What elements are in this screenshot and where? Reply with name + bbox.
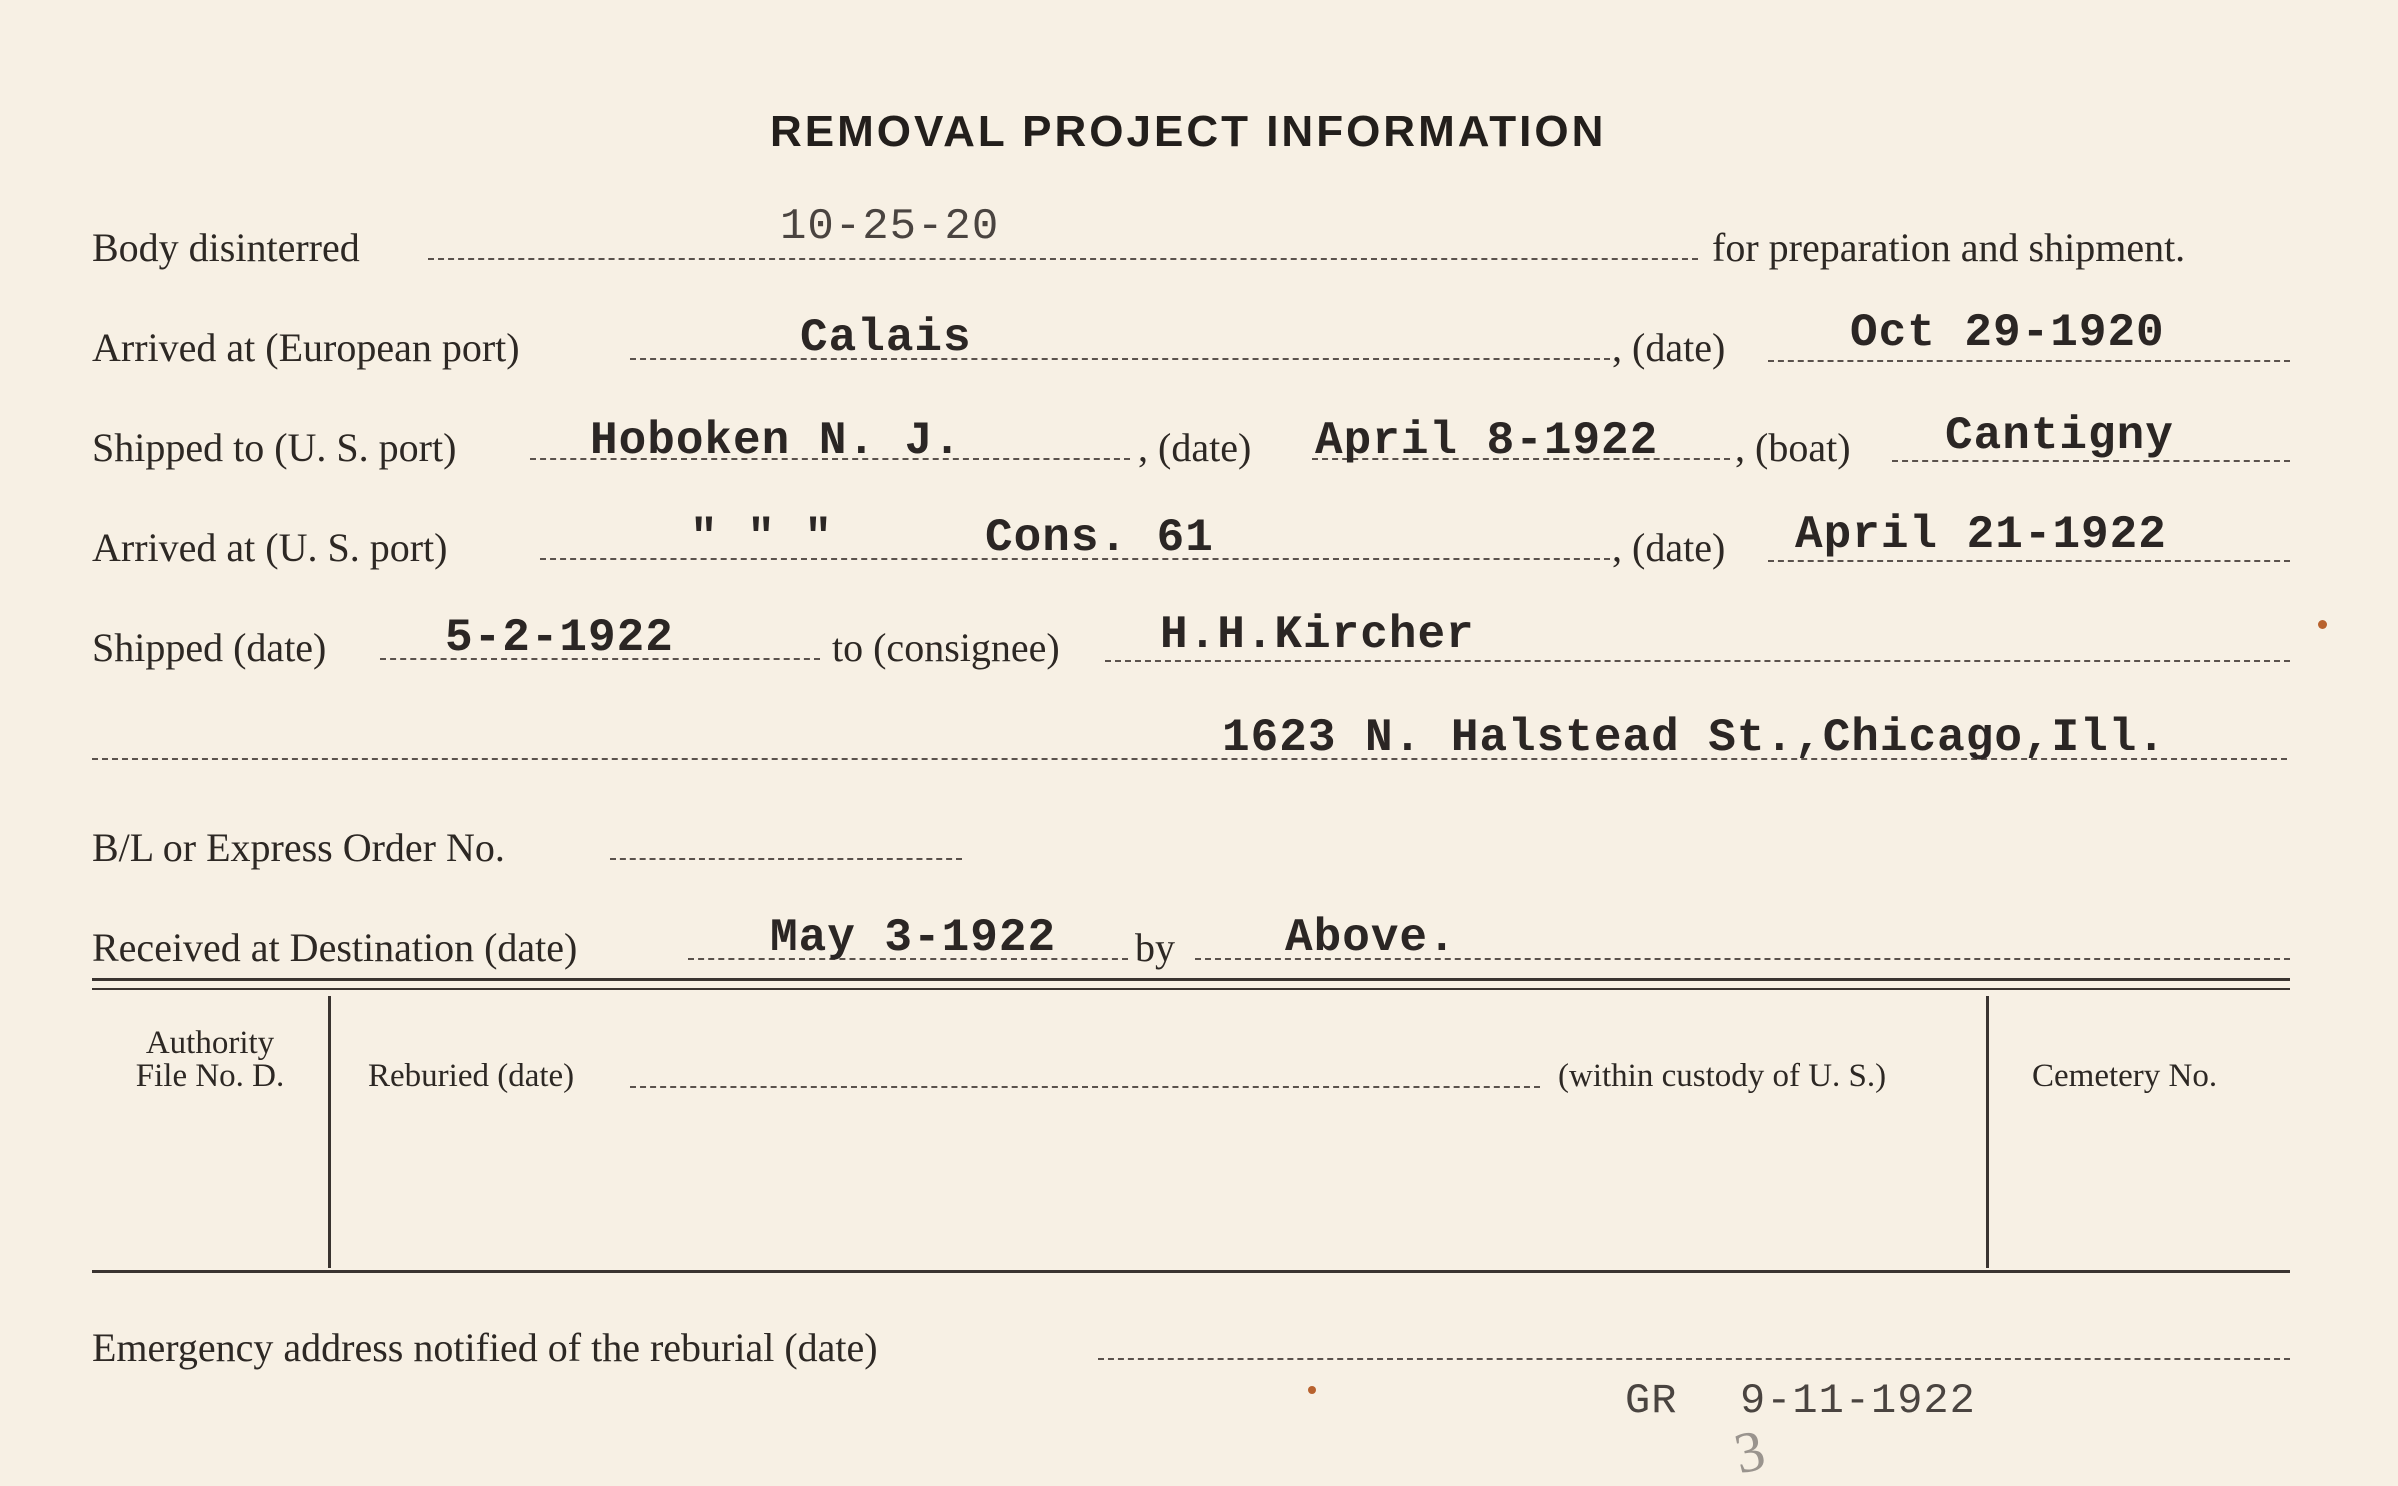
shipped-us-date-label: , (date) <box>1138 425 1252 470</box>
received-by: Above. <box>1285 912 1457 964</box>
shipped-us-date: April 8-1922 <box>1315 415 1659 467</box>
authority-label-line1: Authority <box>145 1025 275 1061</box>
arrived-european-port: Calais <box>800 312 972 364</box>
arrived-us-date-label: , (date) <box>1612 525 1726 570</box>
custody-label: (within custody of U. S.) <box>1558 1058 1887 1094</box>
consignee-name: H.H.Kircher <box>1160 609 1475 661</box>
table-top-rule <box>92 978 2290 981</box>
arrived-us-cons: Cons. 61 <box>985 512 1214 564</box>
consignee-address: 1623 N. Halstead St.,Chicago,Ill. <box>1222 712 2166 764</box>
body-disinterred-line <box>428 258 1698 260</box>
body-disinterred-suffix: for preparation and shipment. <box>1712 225 2186 270</box>
shipped-us-boat-label: , (boat) <box>1735 425 1851 470</box>
table-divider-left <box>328 996 331 1268</box>
arrived-european-label: Arrived at (European port) <box>92 325 520 370</box>
authority-label-line2: File No. D. <box>135 1058 285 1094</box>
arrived-us-date: April 21-1922 <box>1795 509 2167 561</box>
stain-spot <box>2318 620 2327 629</box>
table-bottom-rule <box>92 1270 2290 1273</box>
arrived-european-line <box>630 358 1610 360</box>
arrived-us-label: Arrived at (U. S. port) <box>92 525 448 570</box>
shipped-date-label: Shipped (date) <box>92 625 327 670</box>
reburied-line <box>630 1086 1540 1088</box>
table-top-rule-2 <box>92 988 2290 990</box>
arrived-european-date-line <box>1768 360 2290 362</box>
body-disinterred-value: 10-25-20 <box>780 202 1000 252</box>
shipped-us-port: Hoboken N. J. <box>590 415 962 467</box>
bl-order-line <box>610 858 962 860</box>
shipped-us-label: Shipped to (U. S. port) <box>92 425 457 470</box>
cemetery-label: Cemetery No. <box>2032 1058 2218 1094</box>
body-disinterred-label: Body disinterred <box>92 225 360 270</box>
reburied-label: Reburied (date) <box>368 1058 575 1094</box>
table-divider-right <box>1986 996 1989 1268</box>
bl-order-label: B/L or Express Order No. <box>92 825 505 870</box>
pencil-mark: 3 <box>1728 1416 1771 1486</box>
shipped-us-boat: Cantigny <box>1945 410 2174 462</box>
arrived-european-date: Oct 29-1920 <box>1850 307 2165 359</box>
received-by-label: by <box>1135 925 1175 970</box>
arrived-european-date-label: , (date) <box>1612 325 1726 370</box>
emergency-line <box>1098 1358 2290 1360</box>
consignee-label: to (consignee) <box>832 625 1060 670</box>
received-label: Received at Destination (date) <box>92 925 578 970</box>
stamp-date: 9-11-1922 <box>1740 1377 1976 1425</box>
received-date: May 3-1922 <box>770 912 1057 964</box>
arrived-us-ditto: " " " <box>690 512 834 564</box>
stamp-code: GR <box>1625 1377 1678 1425</box>
stain-spot <box>1308 1386 1316 1394</box>
card-title: REMOVAL PROJECT INFORMATION <box>770 107 1607 156</box>
shipped-date: 5-2-1922 <box>445 612 674 664</box>
emergency-label: Emergency address notified of the reburial (date) <box>92 1325 878 1370</box>
